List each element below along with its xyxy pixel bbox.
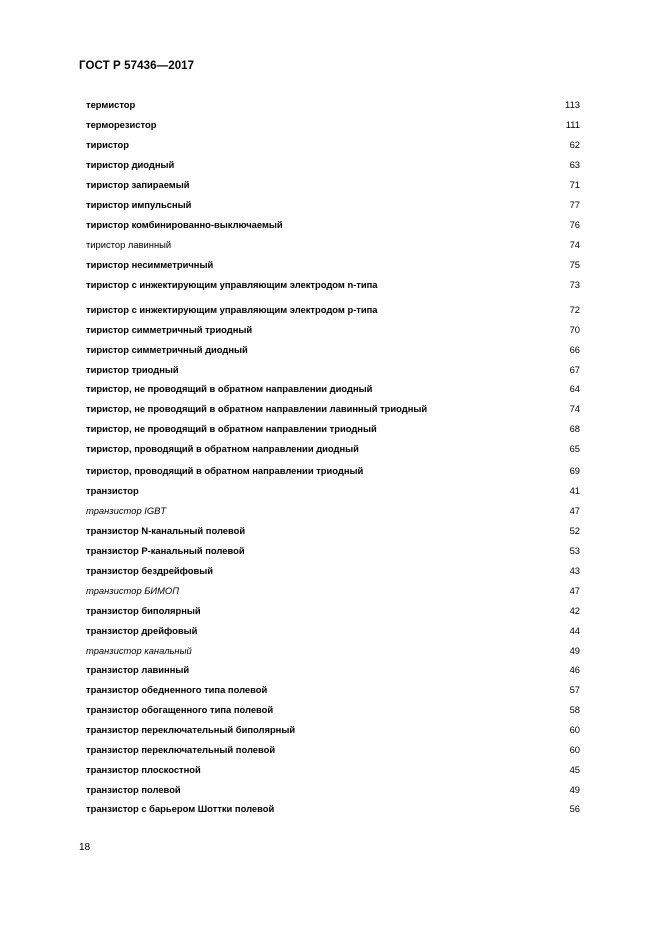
index-page-ref: 52 xyxy=(569,525,580,536)
index-term: тиристор комбинированно-выключаемый xyxy=(86,219,283,230)
index-entry xyxy=(0,257,661,273)
index-page-ref: 65 xyxy=(569,443,580,454)
index-page-ref: 45 xyxy=(569,764,580,775)
index-entry xyxy=(0,362,661,378)
index-term: тиристор симметричный триодный xyxy=(86,324,253,335)
index-entry xyxy=(0,702,661,718)
index-page-ref: 43 xyxy=(569,565,580,576)
index-entry xyxy=(0,762,661,778)
index-page-ref: 77 xyxy=(569,199,580,210)
index-entry xyxy=(0,463,661,479)
index-entry xyxy=(0,117,661,133)
index-entry xyxy=(0,217,661,233)
index-entry xyxy=(0,401,661,417)
index-term: транзистор переключательный полевой xyxy=(86,744,276,755)
index-page-ref: 42 xyxy=(569,605,580,616)
index-entry xyxy=(0,157,661,173)
index-page-ref: 46 xyxy=(569,664,580,675)
index-entry xyxy=(0,543,661,559)
index-entry xyxy=(0,137,661,153)
index-entry xyxy=(0,421,661,437)
page-number: 18 xyxy=(79,842,91,853)
index-term: тиристор с инжектирующим управляющим электродом n-типа xyxy=(86,279,378,290)
index-page-ref: 53 xyxy=(569,545,580,556)
index-entry xyxy=(0,322,661,338)
index-entry xyxy=(0,97,661,113)
index-entry xyxy=(0,722,661,738)
index-term: транзистор обедненного типа полевой xyxy=(86,684,268,695)
index-term: транзистор БИМОП xyxy=(86,585,179,596)
index-page-ref: 49 xyxy=(569,645,580,656)
index-entry xyxy=(0,197,661,213)
index-term: тиристор, не проводящий в обратном направлении диодный xyxy=(86,383,373,394)
index-page-ref: 75 xyxy=(569,259,580,270)
index-entry xyxy=(0,277,661,293)
index-page-ref: 58 xyxy=(569,704,580,715)
index-term: транзистор переключательный биполярный xyxy=(86,724,296,735)
index-term: транзистор дрейфовый xyxy=(86,625,198,636)
index-page-ref: 62 xyxy=(569,139,580,150)
index-page-ref: 49 xyxy=(569,784,580,795)
index-entry xyxy=(0,483,661,499)
index-page-ref: 73 xyxy=(569,279,580,290)
index-entry xyxy=(0,682,661,698)
index-page-ref: 72 xyxy=(569,304,580,315)
index-page-ref: 60 xyxy=(569,724,580,735)
index-term: тиристор симметричный диодный xyxy=(86,344,248,355)
index-page-ref: 67 xyxy=(569,364,580,375)
index-term: тиристор несимметричный xyxy=(86,259,214,270)
index-entry xyxy=(0,237,661,253)
index-entry xyxy=(0,643,661,659)
index-term: тиристор, проводящий в обратном направлении диодный xyxy=(86,443,359,454)
index-page-ref: 47 xyxy=(569,585,580,596)
index-entry xyxy=(0,603,661,619)
index-entry xyxy=(0,801,661,817)
index-page-ref: 60 xyxy=(569,744,580,755)
index-page-ref: 74 xyxy=(569,239,580,250)
index-page-ref: 63 xyxy=(569,159,580,170)
index-entry xyxy=(0,782,661,798)
index-page-ref: 44 xyxy=(569,625,580,636)
index-page-ref: 71 xyxy=(569,179,580,190)
index-term: терморезистор xyxy=(86,119,157,130)
index-page-ref: 76 xyxy=(569,219,580,230)
index-page-ref: 64 xyxy=(569,383,580,394)
index-term: тиристор запираемый xyxy=(86,179,190,190)
index-entry xyxy=(0,662,661,678)
index-entry xyxy=(0,623,661,639)
index-term: транзистор полевой xyxy=(86,784,181,795)
index-page-ref: 66 xyxy=(569,344,580,355)
index-term: транзистор N-канальный полевой xyxy=(86,525,246,536)
index-entry xyxy=(0,503,661,519)
index-page-ref: 56 xyxy=(569,803,580,814)
index-entry xyxy=(0,177,661,193)
index-page-ref: 70 xyxy=(569,324,580,335)
index-entry xyxy=(0,523,661,539)
index-entry xyxy=(0,742,661,758)
index-term: тиристор лавинный xyxy=(86,239,172,250)
index-term: транзистор обогащенного типа полевой xyxy=(86,704,274,715)
index-page-ref: 68 xyxy=(569,423,580,434)
index-entry xyxy=(0,563,661,579)
index-term: тиристор, не проводящий в обратном направлении триодный xyxy=(86,423,377,434)
index-page-ref: 111 xyxy=(565,119,580,130)
index-term: тиристор импульсный xyxy=(86,199,192,210)
index-term: тиристор xyxy=(86,139,129,150)
index-term: тиристор, проводящий в обратном направлении триодный xyxy=(86,465,364,476)
index-entry xyxy=(0,583,661,599)
index-term: транзистор плоскостной xyxy=(86,764,201,775)
index-entry xyxy=(0,342,661,358)
index-page-ref: 57 xyxy=(569,684,580,695)
index-page-ref: 113 xyxy=(565,99,580,110)
index-term: термистор xyxy=(86,99,136,110)
index-term: тиристор триодный xyxy=(86,364,179,375)
index-page-ref: 69 xyxy=(569,465,580,476)
document-header: ГОСТ Р 57436—2017 xyxy=(79,60,195,72)
index-entry xyxy=(0,441,661,457)
index-term: транзистор с барьером Шоттки полевой xyxy=(86,803,275,814)
index-term: тиристор с инжектирующим управляющим электродом p-типа xyxy=(86,304,378,315)
index-entry xyxy=(0,381,661,397)
index-page-ref: 41 xyxy=(569,485,580,496)
index-term: транзистор биполярный xyxy=(86,605,201,616)
index-term: тиристор, не проводящий в обратном направлении лавинный триодный xyxy=(86,403,428,414)
index-term: транзистор канальный xyxy=(86,645,192,656)
index-page-ref: 74 xyxy=(569,403,580,414)
index-page-ref: 47 xyxy=(569,505,580,516)
index-term: тиристор диодный xyxy=(86,159,175,170)
index-term: транзистор IGBT xyxy=(86,505,167,516)
index-entry xyxy=(0,302,661,318)
index-term: транзистор xyxy=(86,485,139,496)
index-term: транзистор P-канальный полевой xyxy=(86,545,245,556)
index-term: транзистор бездрейфовый xyxy=(86,565,214,576)
index-term: транзистор лавинный xyxy=(86,664,190,675)
